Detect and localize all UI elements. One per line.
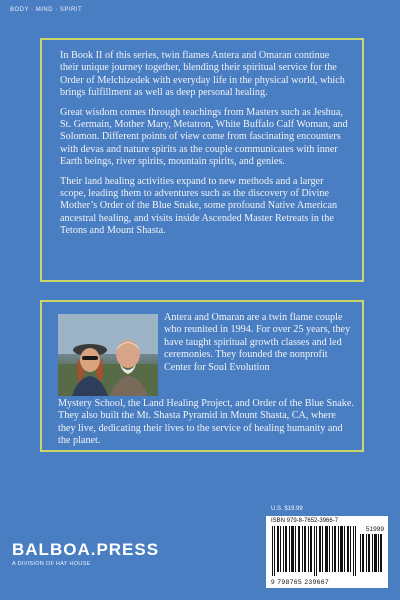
category-label: BODY · MIND · SPIRIT [10, 7, 83, 13]
ean-number: 9 798765 239667 [271, 579, 330, 586]
description-box [40, 38, 364, 282]
publisher-logo [12, 540, 159, 567]
publisher-name: BALBOA.PRESS [12, 540, 160, 559]
barcode [266, 516, 388, 588]
barcode-bars-icon [272, 526, 358, 576]
price-label: U.S. $19.99 [271, 506, 303, 512]
isbn-label: ISBN 979-8-7652-3966-7 [271, 518, 339, 524]
description-paragraph-1: In Book II of this series, twin flames Antera and Omaran continue their unique journey together, blending their spiritual service for the Order of Melchizedek with everyday life in the physical world, which brings fulfillment as well as deep personal healing. [60, 50, 345, 99]
price-addon-code: 51999 [365, 526, 384, 533]
author-bio-box [40, 300, 364, 452]
description-paragraph-3: Their land healing activities expand to new methods and a larger scope, leading them to adventures such as the discovery of Divine Mother’s Order of the Blue Snake, some profound Native American ancestral healing, and visits inside Ascended Master Retreats in the Tetons and Mount Shasta. [60, 175, 338, 237]
author-bio-rest: Mystery School, the Land Healing Project, and Order of the Blue Snake. They also built the Mt. Shasta Pyramid in Mount Shasta, CA, where they live, dedicating their lives to the service of healing humanity and the planet. [58, 398, 354, 447]
author-bio-first: Antera and Omaran are a twin flame couple who reunited in 1994. For over 25 years, they have taught spiritual growth classes and led ceremonies. They founded the nonprofit Center for Soul Evolution [164, 312, 351, 373]
publisher-subtitle: A DIVISION OF HAY HOUSE [12, 561, 91, 567]
author-photo [58, 314, 158, 396]
addon-bars-icon [360, 534, 382, 572]
description-paragraph-2: Great wisdom comes through teachings from Masters such as Jeshua, St. Germain, Mother Mary, Metatron, White Buffalo Calf Woman, and Solomon. Different points of view come from fascinating encounters with devas and nature spirits as the couple communicates with inner Earth beings, river spirits, mountain spirits, and genies. [60, 106, 348, 168]
